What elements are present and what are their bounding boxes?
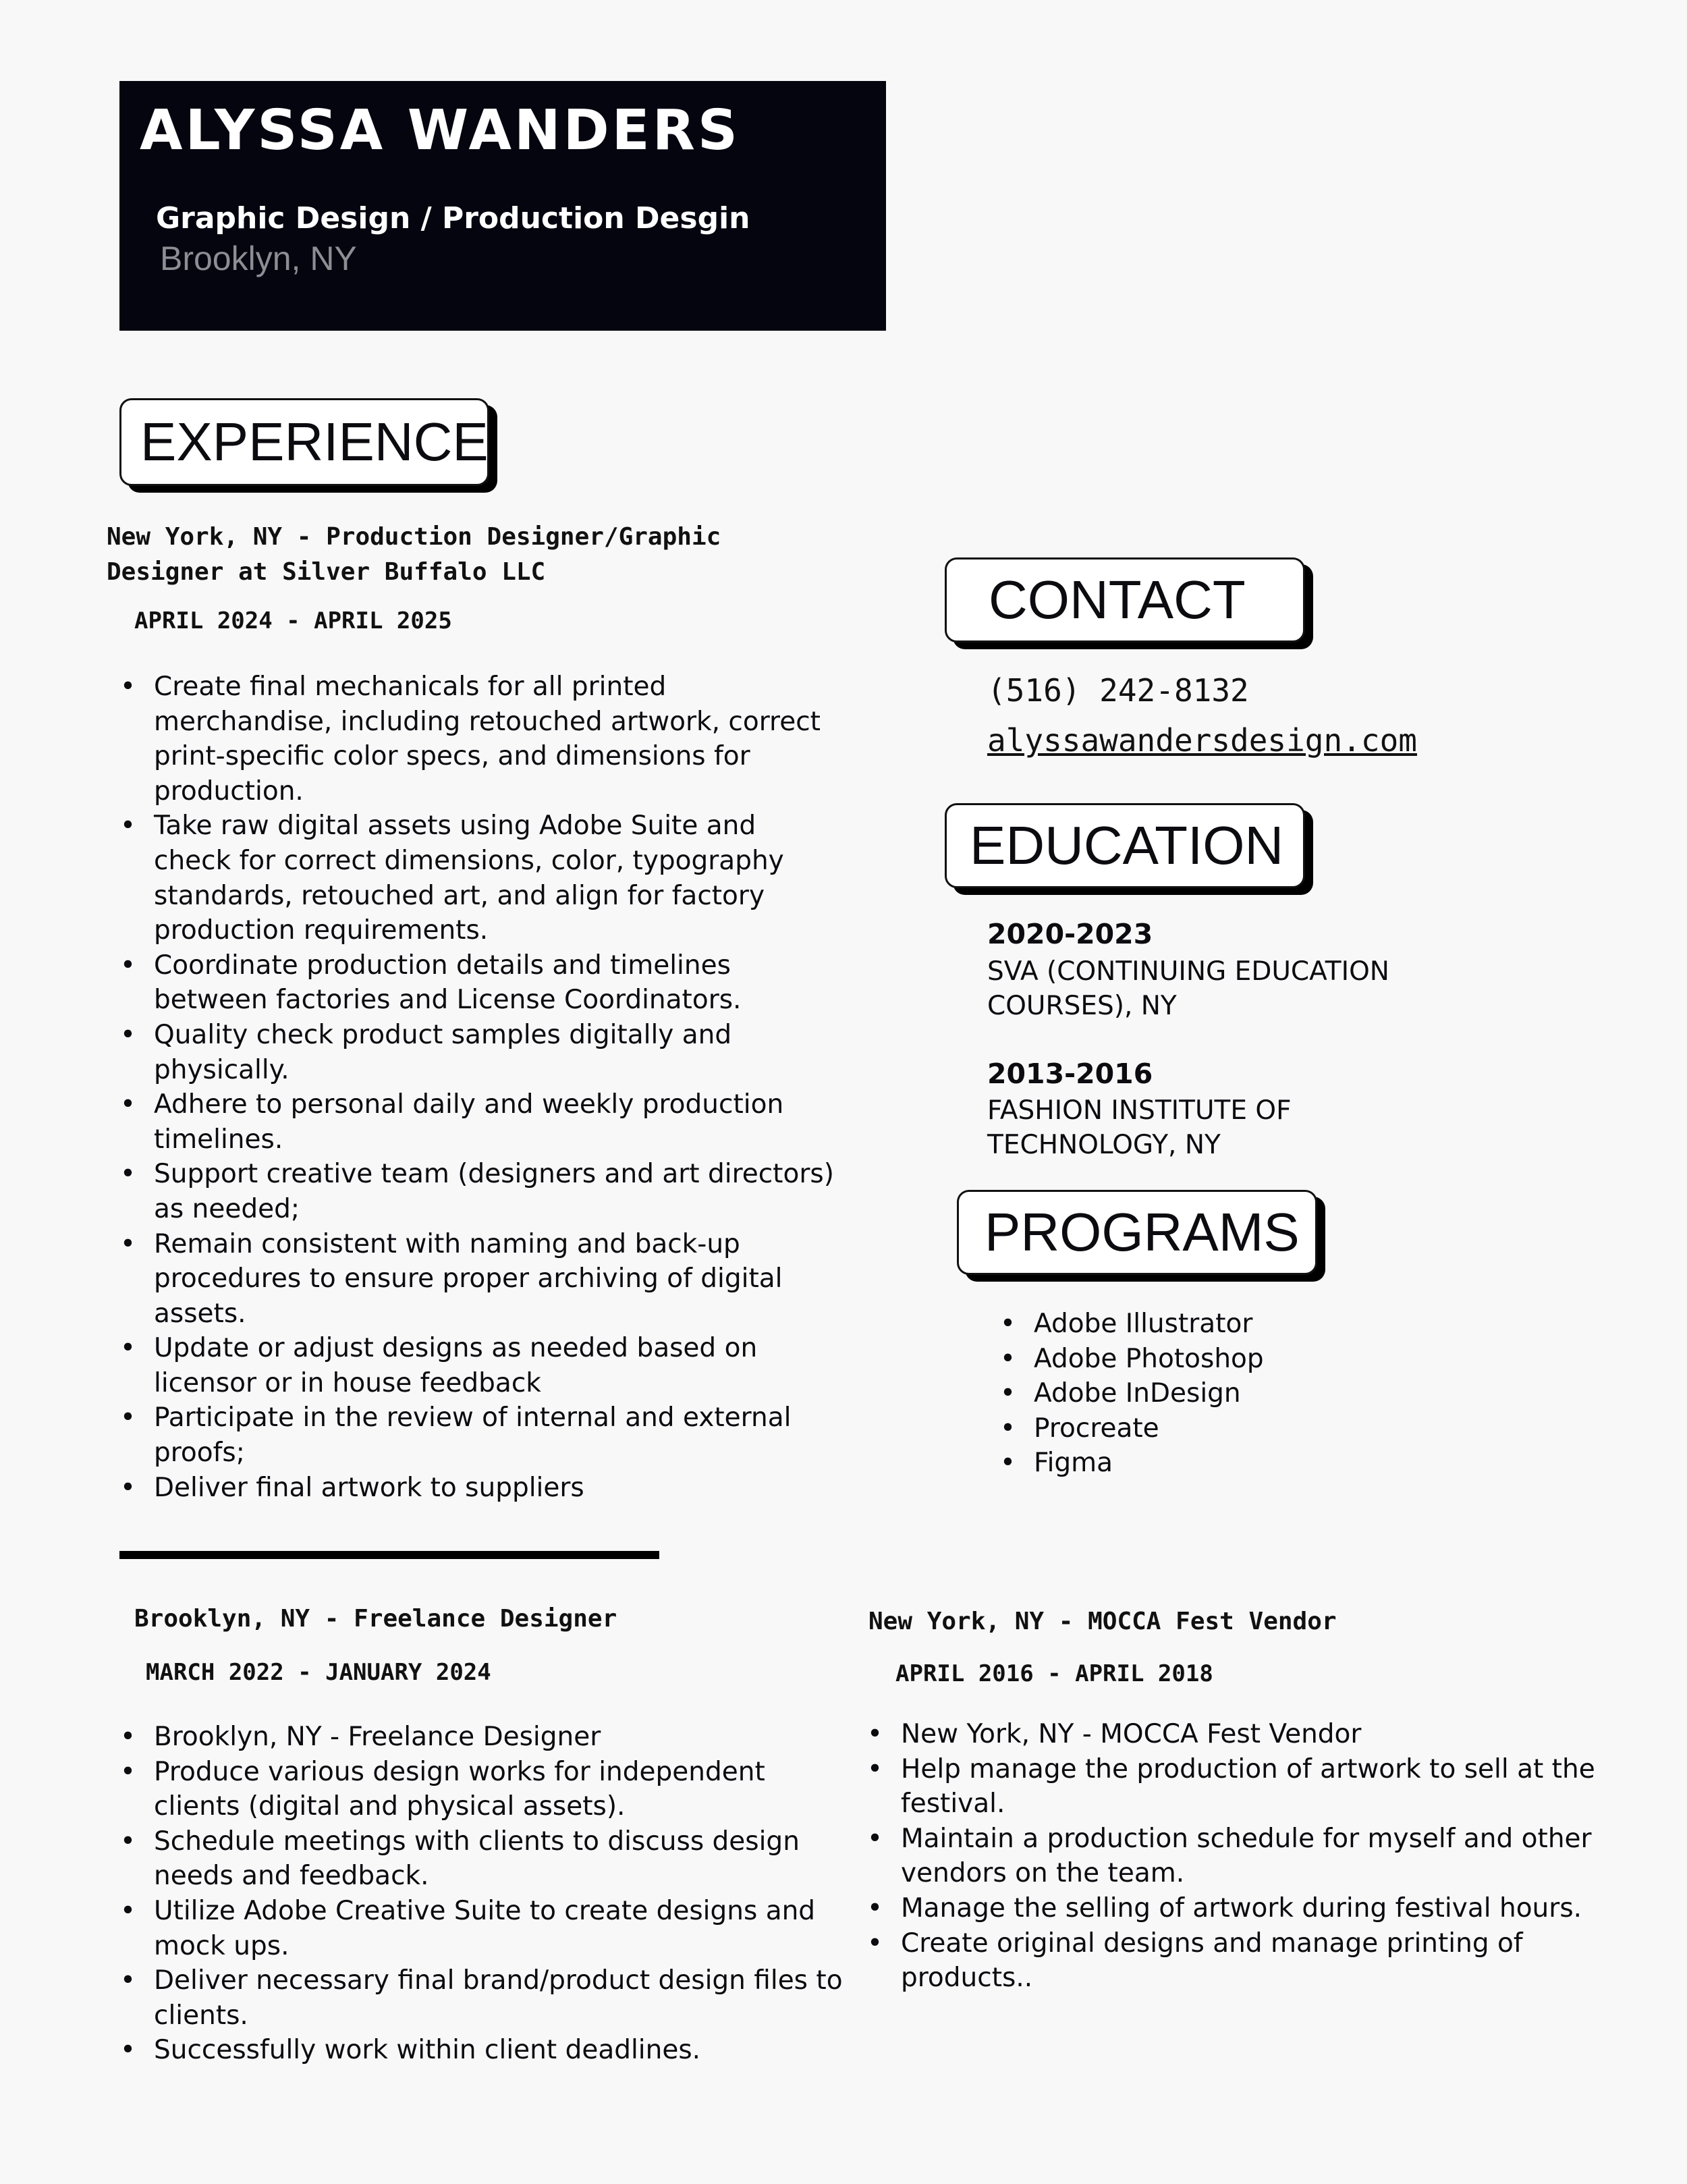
list-item: • Create original designs and manage printing of products..	[867, 1926, 1603, 1996]
experience-heading: EXPERIENCE	[119, 398, 489, 486]
list-item: • Adhere to personal daily and weekly production timelines.	[120, 1087, 835, 1157]
education-heading: EDUCATION	[945, 803, 1305, 888]
list-item: • Participate in the review of internal and external proofs;	[120, 1400, 835, 1470]
list-item: • New York, NY - MOCCA Fest Vendor	[867, 1717, 1603, 1752]
list-item: • Brooklyn, NY - Freelance Designer	[120, 1720, 849, 1755]
list-item: • Figma	[1000, 1446, 1472, 1481]
list-item: • Successfully work within client deadlines.	[120, 2033, 849, 2068]
list-item: • Create final mechanicals for all printed merchandise, including retouched artwork, correct print-specific color specs, and dimensions for production.	[120, 670, 835, 809]
list-item: • Adobe Illustrator	[1000, 1307, 1472, 1342]
contact-heading: CONTACT	[945, 557, 1305, 643]
job-title: Brooklyn, NY - Freelance Designer	[134, 1605, 617, 1633]
applicant-location: Brooklyn, NY	[160, 240, 357, 277]
education-years: 2020-2023	[987, 918, 1153, 950]
programs-list	[1000, 1307, 1472, 1481]
list-item: • Adobe Photoshop	[1000, 1342, 1472, 1377]
education-school: SVA (CONTINUING EDUCATION COURSES), NY	[987, 956, 1389, 1021]
list-item: • Deliver final artwork to suppliers	[120, 1471, 835, 1506]
education-school: FASHION INSTITUTE OF TECHNOLOGY, NY	[987, 1095, 1292, 1160]
list-item: • Support creative team (designers and art directors) as needed;	[120, 1157, 835, 1226]
job-duties-list	[120, 670, 835, 1505]
list-item: • Schedule meetings with clients to discuss design needs and feedback.	[120, 1824, 849, 1894]
applicant-role: Graphic Design / Production Desgin	[156, 201, 750, 236]
list-item: • Deliver necessary final brand/product design files to clients.	[120, 1963, 849, 2033]
job-title: New York, NY - Production Designer/Graphic Designer at Silver Buffalo LLC	[107, 523, 721, 586]
job-duties-list	[867, 1717, 1603, 1996]
header-banner	[119, 81, 886, 331]
list-item: • Manage the selling of artwork during festival hours.	[867, 1891, 1603, 1926]
job-title: New York, NY - MOCCA Fest Vendor	[868, 1608, 1337, 1635]
list-item: • Utilize Adobe Creative Suite to create designs and mock ups.	[120, 1894, 849, 1963]
list-item: • Produce various design works for independent clients (digital and physical assets).	[120, 1755, 849, 1824]
list-item: • Maintain a production schedule for myself and other vendors on the team.	[867, 1822, 1603, 1891]
education-years: 2013-2016	[987, 1058, 1153, 1090]
job-dates: APRIL 2016 - APRIL 2018	[895, 1660, 1213, 1687]
list-item: • Quality check product samples digitally and physically.	[120, 1018, 835, 1087]
list-item: • Coordinate production details and timelines between factories and License Coordinators.	[120, 948, 835, 1018]
applicant-name: ALYSSA WANDERS	[140, 99, 740, 163]
section-divider	[119, 1551, 659, 1559]
list-item: • Take raw digital assets using Adobe Suite and check for correct dimensions, color, typography standards, retouched art, and align for factory production requirements.	[120, 809, 835, 948]
programs-heading: PROGRAMS	[957, 1190, 1317, 1275]
list-item: • Remain consistent with naming and back-up procedures to ensure proper archiving of digital assets.	[120, 1227, 835, 1332]
job-dates: MARCH 2022 - JANUARY 2024	[146, 1659, 491, 1686]
contact-website-link[interactable]: alyssawandersdesign.com	[987, 722, 1417, 759]
list-item: • Procreate	[1000, 1411, 1472, 1446]
job-dates: APRIL 2024 - APRIL 2025	[134, 607, 452, 634]
list-item: • Update or adjust designs as needed based on licensor or in house feedback	[120, 1331, 835, 1400]
contact-phone: (516) 242-8132	[987, 672, 1249, 709]
list-item: • Help manage the production of artwork to sell at the festival.	[867, 1752, 1603, 1822]
list-item: • Adobe InDesign	[1000, 1376, 1472, 1411]
job-duties-list	[120, 1720, 849, 2068]
